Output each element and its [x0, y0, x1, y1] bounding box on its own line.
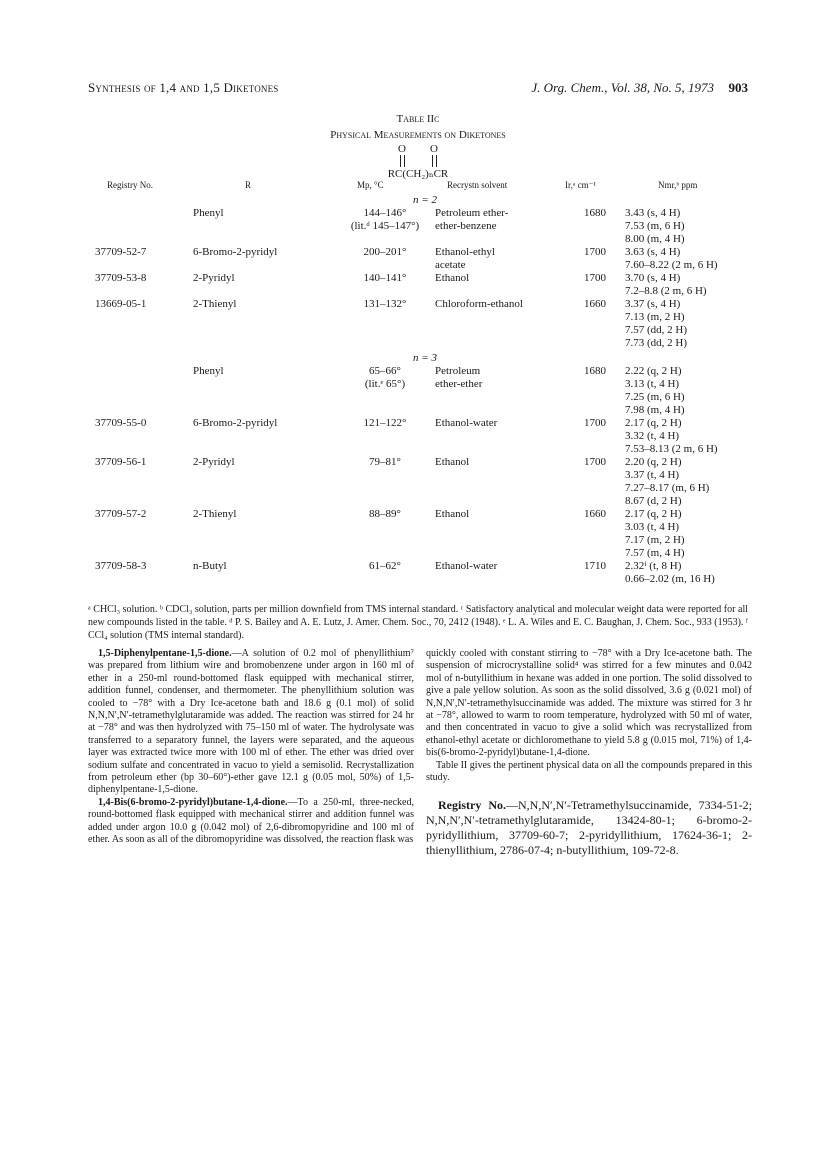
- data-table: [95, 180, 755, 586]
- cell-r-group: 2-Pyridyl: [193, 456, 235, 468]
- cell-nmr-line: 8.00 (m, 4 H): [625, 233, 685, 245]
- cell-registry: [95, 365, 193, 417]
- header-solvent: Recrystn solvent: [447, 180, 508, 190]
- cell-nmr: [625, 272, 755, 298]
- cell-melting-point-line: 140–141°: [363, 272, 407, 284]
- cell-nmr-line: 3.13 (t, 4 H): [625, 378, 680, 390]
- cell-nmr-line: 7.73 (dd, 2 H): [625, 337, 688, 349]
- table-row: [95, 246, 755, 272]
- cell-nmr-line: 8.67 (d, 2 H): [625, 495, 682, 507]
- cell-melting-point-line: 121–122°: [363, 417, 407, 429]
- cell-melting-point: [335, 272, 435, 298]
- page-number: 903: [728, 80, 748, 95]
- running-title: Synthesis of 1,4 and 1,5 Diketones: [88, 80, 279, 95]
- cell-ir: 1700: [584, 456, 606, 468]
- table-group-n2: [95, 207, 755, 350]
- cell-nmr-line: 0.66–2.02 (m, 16 H): [625, 573, 715, 585]
- cell-melting-point: [335, 207, 435, 246]
- table-row: [95, 417, 755, 456]
- cell-r-group: 6-Bromo-2-pyridyl: [193, 417, 278, 429]
- cell-melting-point-line: (lit.ᵈ 145–147°): [350, 220, 420, 232]
- cell-nmr-line: 3.70 (s, 4 H): [625, 272, 681, 284]
- table-row: [95, 298, 755, 350]
- header-r: R: [245, 180, 252, 190]
- paragraph-heading: 1,4-Bis(6-bromo-2-pyridyl)butane-1,4-dione.: [98, 796, 288, 808]
- cell-nmr-line: 3.37 (s, 4 H): [625, 298, 681, 310]
- cell-solvent-line: Ethanol: [435, 508, 470, 520]
- cell-nmr: [625, 365, 755, 417]
- cell-nmr: [625, 246, 755, 272]
- cell-nmr-line: 7.2–8.8 (2 m, 6 H): [625, 285, 707, 297]
- cell-nmr-line: 2.17 (q, 2 H): [625, 417, 682, 429]
- group-label-n3: n = 3: [413, 352, 437, 364]
- cell-solvent: [435, 456, 565, 508]
- cell-melting-point: [335, 417, 435, 456]
- right-column: [426, 648, 752, 858]
- cell-melting-point-line: 131–132°: [363, 298, 407, 310]
- formula-oxygen-left: O: [398, 143, 406, 155]
- cell-nmr-line: 7.57 (m, 4 H): [625, 547, 685, 559]
- cell-melting-point: [335, 298, 435, 350]
- cell-nmr-line: 3.63 (s, 4 H): [625, 246, 681, 258]
- running-header: [88, 80, 748, 98]
- cell-solvent-line: ether-benzene: [435, 220, 497, 232]
- cell-r-group: Phenyl: [193, 207, 224, 219]
- cell-nmr-line: 7.57 (dd, 2 H): [625, 324, 688, 336]
- cell-melting-point-line: 88–89°: [369, 508, 401, 520]
- cell-melting-point: [335, 560, 435, 586]
- cell-nmr: [625, 298, 755, 350]
- cell-nmr-line: 3.37 (t, 4 H): [625, 469, 680, 481]
- cell-r-group: Phenyl: [193, 365, 224, 377]
- cell-melting-point: [335, 508, 435, 560]
- cell-solvent: [435, 417, 565, 456]
- cell-nmr-line: 7.25 (m, 6 H): [625, 391, 685, 403]
- cell-nmr-line: 2.20 (q, 2 H): [625, 456, 682, 468]
- cell-melting-point: [335, 246, 435, 272]
- paragraph: [88, 797, 414, 847]
- cell-ir: 1680: [584, 365, 606, 377]
- table-label: Table IIc: [396, 113, 440, 125]
- cell-nmr: [625, 560, 755, 586]
- cell-nmr-line: 2.32ᶠ (t, 8 H): [625, 560, 682, 572]
- cell-melting-point-line: 144–146°: [363, 207, 407, 219]
- cell-solvent: [435, 508, 565, 560]
- registry-body: —N,N,N′,N′-Tetramethylsuccinamide, 7334-51-2; N,N,N′,N′-tetramethylglutaramide, 13424-80-1; 6-bromo-2-pyridyllithium, 37709-60-7; 2-pyridyllithium, 17624-36-1; 2-thienyllithium, 2786-07-4; n-butyllithium, 109-72-8.: [426, 798, 752, 858]
- cell-solvent-line: acetate: [435, 259, 466, 271]
- cell-ir: 1680: [584, 207, 606, 219]
- cell-nmr: [625, 456, 755, 508]
- cell-solvent: [435, 246, 565, 272]
- table-row: [95, 456, 755, 508]
- cell-r-group: 2-Thienyl: [193, 508, 237, 520]
- table-row: [95, 508, 755, 560]
- paragraph: Table II gives the pertinent physical data on all the compounds prepared in this study.: [426, 759, 752, 784]
- header-mp: Mp, °C: [357, 180, 384, 190]
- table-row: [95, 272, 755, 298]
- cell-melting-point-line: 79–81°: [369, 456, 401, 468]
- structure-formula: [358, 143, 478, 181]
- cell-nmr-line: 2.22 (q, 2 H): [625, 365, 682, 377]
- header-registry: Registry No.: [107, 180, 153, 190]
- double-bond-right: [432, 155, 437, 167]
- cell-solvent-line: Ethanol: [435, 456, 470, 468]
- cell-nmr-line: 7.53–8.13 (2 m, 6 H): [625, 443, 718, 455]
- cell-r-group: 6-Bromo-2-pyridyl: [193, 246, 278, 258]
- cell-registry: 37709-56-1: [95, 456, 147, 468]
- paragraph-body: —A solution of 0.2 mol of phenyllithium⁷ was prepared from lithium wire and bromobenzene under argon in 160 ml of ether in a 250-ml round-bottomed flask equipped with mechanical stirrer, addition funnel, condenser, and thermometer. The phenyllithium solution was cooled to −78° with a Dry Ice-acetone bath and 18.6 g (0.1 mol) of solid N,N,N′,N′-tetramethylglutaramide was added. The reaction was stirred for 24 hr at −78° and was then hydrolyzed with 75–150 ml of water. The hydrolysate was transferred to a separatory funnel, the layers were separated, and the aqueous layer was extracted twice more with 100 ml of ether. The ether was dried over sodium sulfate and concentrated in vacuo to yield a semisolid. Recrystallization from petroleum ether (bp 30–60°)-ether gave 12.1 g (0.05 mol, 50%) of 1,5-diphenylpentane-1,5-dione.: [88, 648, 414, 796]
- cell-ir: 1660: [584, 298, 606, 310]
- cell-nmr-line: 7.53 (m, 6 H): [625, 220, 685, 232]
- table-footnotes: ᵃ CHCl₃ solution. ᵇ CDCl₃ solution, parts per million downfield from TMS internal standard. ᶜ Satisfactory analytical and molecular weight data were reported for all new compounds listed in the table. ᵈ P. S. Bailey and A. E. Lutz, J. Amer. Chem. Soc., 70, 2412 (1948). ᵉ L. A. Wiles and E. C. Baughan, J. Chem. Soc., 933 (1953). ᶠ CCl₄ solution (TMS internal standard).: [88, 604, 748, 641]
- cell-registry: 37709-53-8: [95, 272, 147, 284]
- registry-numbers: [426, 798, 752, 858]
- cell-ir: 1700: [584, 417, 606, 429]
- cell-nmr-line: 7.17 (m, 2 H): [625, 534, 685, 546]
- cell-nmr: [625, 508, 755, 560]
- cell-melting-point-line: (lit.ᵉ 65°): [364, 378, 406, 390]
- cell-ir: 1700: [584, 246, 606, 258]
- cell-solvent-line: ether-ether: [435, 378, 483, 390]
- group-label-n2: n = 2: [413, 194, 437, 206]
- cell-nmr-line: 3.43 (s, 4 H): [625, 207, 681, 219]
- cell-ir: 1700: [584, 272, 606, 284]
- cell-melting-point-line: 200–201°: [363, 246, 407, 258]
- journal-reference: J. Org. Chem., Vol. 38, No. 5, 1973: [531, 80, 714, 95]
- cell-solvent: [435, 365, 565, 417]
- table-header-row: [95, 180, 755, 194]
- paragraph-body: —To a 250-ml, three-necked, round-bottomed flask equipped with mechanical stirrer and addition funnel was added under argon 10.0 g (0.042 mol) of 2,6-dibromopyridine and 100 ml of ether. As soon as all of the dibromopyridine was dissolved, the reaction flask was: [88, 796, 414, 846]
- cell-nmr-line: 7.60–8.22 (2 m, 6 H): [625, 259, 718, 271]
- cell-registry: 37709-55-0: [95, 417, 147, 429]
- cell-solvent-line: Ethanol-water: [435, 417, 498, 429]
- cell-nmr-line: 7.13 (m, 2 H): [625, 311, 685, 323]
- header-ir: Ir,ᵃ cm⁻¹: [565, 180, 597, 190]
- cell-ir: 1660: [584, 508, 606, 520]
- table-row: [95, 365, 755, 417]
- table-row: [95, 207, 755, 246]
- paragraph-heading: 1,5-Diphenylpentane-1,5-dione.: [98, 648, 232, 659]
- cell-melting-point-line: 61–62°: [369, 560, 401, 572]
- cell-registry: 37709-57-2: [95, 508, 147, 520]
- cell-registry: [95, 207, 193, 246]
- cell-solvent-line: Petroleum: [435, 365, 481, 377]
- cell-r-group: 2-Thienyl: [193, 298, 237, 310]
- cell-solvent-line: Chloroform-ethanol: [435, 298, 523, 310]
- cell-r-group: n-Butyl: [193, 560, 227, 572]
- table-caption: [88, 113, 748, 181]
- cell-melting-point: [335, 365, 435, 417]
- cell-registry: 37709-52-7: [95, 246, 147, 258]
- header-nmr: Nmr,ᵇ ppm: [658, 180, 698, 190]
- table-row: [95, 560, 755, 586]
- formula-oxygen-right: O: [430, 143, 438, 155]
- cell-nmr-line: 2.17 (q, 2 H): [625, 508, 682, 520]
- paragraph: [88, 648, 414, 797]
- cell-melting-point-line: 65–66°: [369, 365, 401, 377]
- cell-registry: 37709-58-3: [95, 560, 147, 572]
- cell-r-group: 2-Pyridyl: [193, 272, 235, 284]
- registry-heading: Registry No.: [438, 798, 506, 813]
- double-bond-left: [400, 155, 405, 167]
- cell-nmr-line: 3.03 (t, 4 H): [625, 521, 680, 533]
- table-title: Physical Measurements on Diketones: [330, 129, 506, 141]
- cell-solvent-line: Petroleum ether-: [435, 207, 509, 219]
- cell-nmr: [625, 207, 755, 246]
- cell-solvent-line: Ethanol: [435, 272, 470, 284]
- formula-main: RC(CH₂)ₙCR: [387, 168, 449, 180]
- cell-nmr-line: 7.98 (m, 4 H): [625, 404, 685, 416]
- cell-nmr-line: 3.32 (t, 4 H): [625, 430, 680, 442]
- cell-solvent: [435, 207, 565, 246]
- cell-melting-point: [335, 456, 435, 508]
- cell-solvent: [435, 272, 565, 298]
- cell-solvent: [435, 560, 565, 586]
- cell-ir: 1710: [584, 560, 606, 572]
- cell-solvent-line: Ethanol-ethyl: [435, 246, 495, 258]
- table-group-n3: [95, 365, 755, 586]
- cell-solvent-line: Ethanol-water: [435, 560, 498, 572]
- cell-registry: 13669-05-1: [95, 298, 147, 310]
- left-column: [88, 648, 414, 847]
- cell-nmr: [625, 417, 755, 456]
- cell-nmr-line: 7.27–8.17 (m, 6 H): [625, 482, 710, 494]
- cell-solvent: [435, 298, 565, 350]
- paragraph: quickly cooled with constant stirring to −78° with a Dry Ice-acetone bath. The suspension of microcrystalline solid⁴ was stirred for a few minutes and 0.042 mol of n-butyllithium in hexane was added in one portion. The solid dissolved to give a pale yellow solution. As soon as the solid dissolved, 3.6 g (0.021 mol) of N,N,N′,N′-tetramethylsuccinamide was added. The mixture was stirred for 3 hr at −78°, allowed to warm to room temperature, hydrolyzed with 50 ml of water, and then concentrated in vacuo to give a solid which was recrystallized from ethanol-ethyl acetate or dichloromethane to yield 5.8 g (0.015 mol, 71%) of 1,4-bis(6-bromo-2-pyridyl)butane-1,4-dione.: [426, 648, 752, 759]
